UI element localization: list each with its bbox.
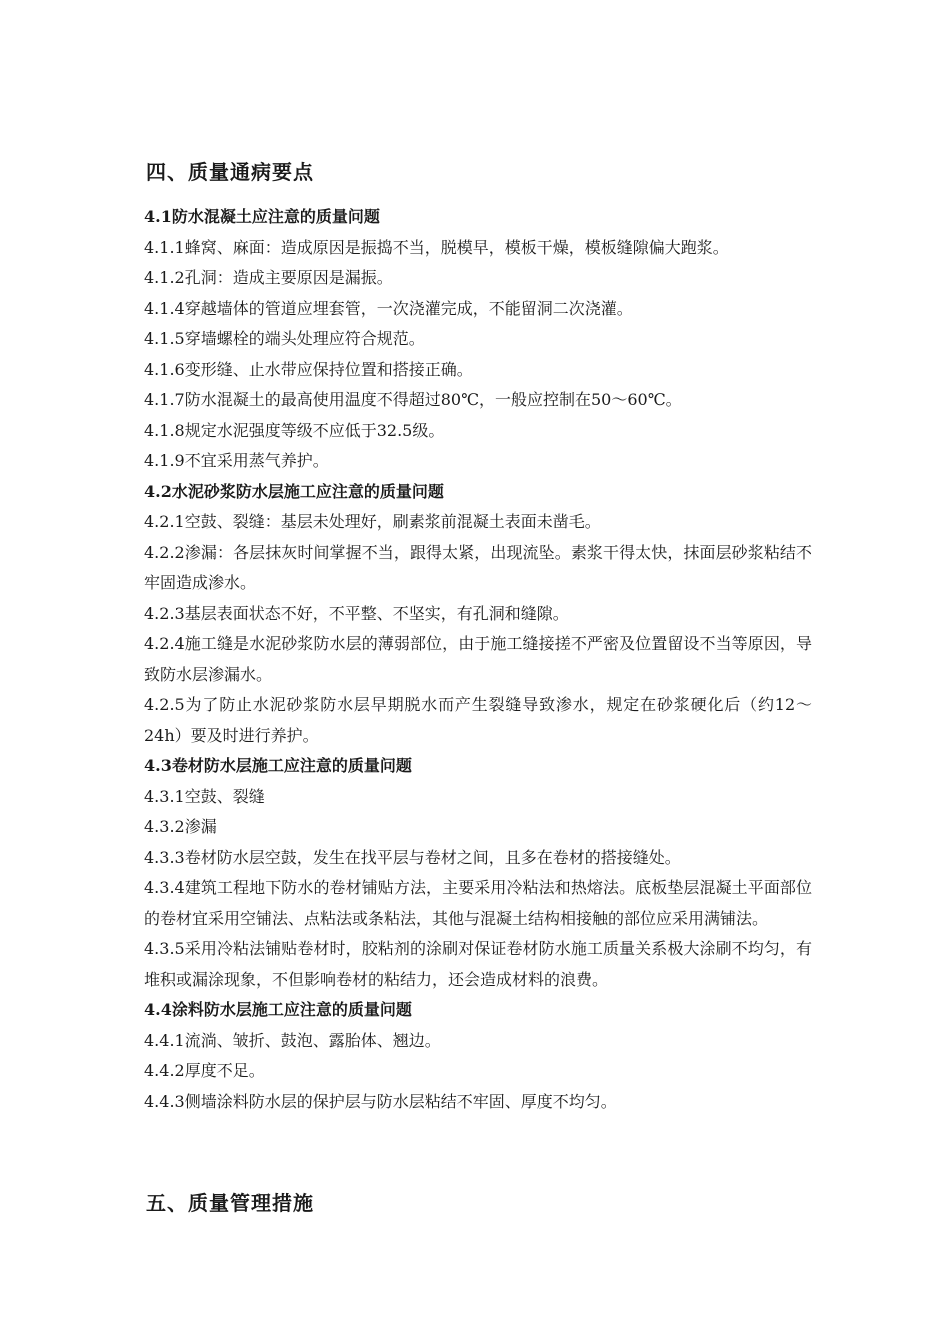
list-item: 4.1.2孔洞：造成主要原因是漏振。 xyxy=(144,268,393,287)
list-item: 4.1.1蜂窝、麻面：造成原因是振捣不当，脱模早，模板干燥，模板缝隙偏大跑浆。 xyxy=(144,237,729,257)
list-item: 4.1.9不宜采用蒸气养护。 xyxy=(144,451,329,470)
list-item: 4.3.3卷材防水层空鼓，发生在找平层与卷材之间，且多在卷材的搭接缝处。 xyxy=(144,847,681,867)
list-item: 4.2.3基层表面状态不好，不平整、不坚实，有孔洞和缝隙。 xyxy=(144,603,569,623)
list-item: 4.4.2厚度不足。 xyxy=(144,1061,265,1080)
list-item: 4.1.7防水混凝土的最高使用温度不得超过80℃，一般应控制在50～60℃。 xyxy=(144,390,682,409)
section-4-1-heading: 4.1防水混凝土应注意的质量问题 xyxy=(144,207,380,226)
list-item: 4.2.4施工缝是水泥砂浆防水层的薄弱部位，由于施工缝接搓不严密及位置留设不当等原因，导致防水层渗漏水。 xyxy=(144,634,812,684)
chapter-4-title: 四、质量通病要点 xyxy=(146,160,314,184)
list-item: 4.1.8规定水泥强度等级不应低于32.5级。 xyxy=(144,420,445,440)
chapter-4-body xyxy=(144,202,812,1117)
list-item: 4.4.1流淌、皱折、鼓泡、露胎体、翘边。 xyxy=(144,1030,441,1050)
section-4-3-heading: 4.3卷材防水层施工应注意的质量问题 xyxy=(144,756,412,775)
list-item: 4.1.4穿越墙体的管道应埋套管，一次浇灌完成，不能留洞二次浇灌。 xyxy=(144,298,633,318)
list-item: 4.1.6变形缝、止水带应保持位置和搭接正确。 xyxy=(144,359,473,379)
section-4-4-heading: 4.4涂料防水层施工应注意的质量问题 xyxy=(144,1000,412,1019)
section-4-2-heading: 4.2水泥砂浆防水层施工应注意的质量问题 xyxy=(144,481,444,501)
list-item: 4.3.2渗漏 xyxy=(144,817,217,836)
list-item: 4.2.5为了防止水泥砂浆防水层早期脱水而产生裂缝导致渗水，规定在砂浆硬化后（约12～24h）要及时进行养护。 xyxy=(144,695,812,745)
list-item: 4.3.4建筑工程地下防水的卷材铺贴方法，主要采用冷粘法和热熔法。底板垫层混凝土平面部位的卷材宜采用空铺法、点粘法或条粘法，其他与混凝土结构相接触的部位应采用满铺法。 xyxy=(144,878,812,928)
list-item: 4.1.5穿墙螺栓的端头处理应符合规范。 xyxy=(144,329,425,348)
list-item: 4.3.5采用冷粘法铺贴卷材时，胶粘剂的涂刷对保证卷材防水施工质量关系极大涂刷不均匀，有堆积或漏涂现象，不但影响卷材的粘结力，还会造成材料的浪费。 xyxy=(144,939,812,989)
chapter-5-title: 五、质量管理措施 xyxy=(146,1191,314,1215)
list-item: 4.4.3侧墙涂料防水层的保护层与防水层粘结不牢固、厚度不均匀。 xyxy=(144,1091,617,1111)
list-item: 4.2.1空鼓、裂缝：基层未处理好，刷素浆前混凝土表面未凿毛。 xyxy=(144,512,601,531)
list-item: 4.2.2渗漏：各层抹灰时间掌握不当，跟得太紧，出现流坠。素浆干得太快，抹面层砂浆粘结不牢固造成渗水。 xyxy=(144,542,812,592)
list-item: 4.3.1空鼓、裂缝 xyxy=(144,786,265,806)
